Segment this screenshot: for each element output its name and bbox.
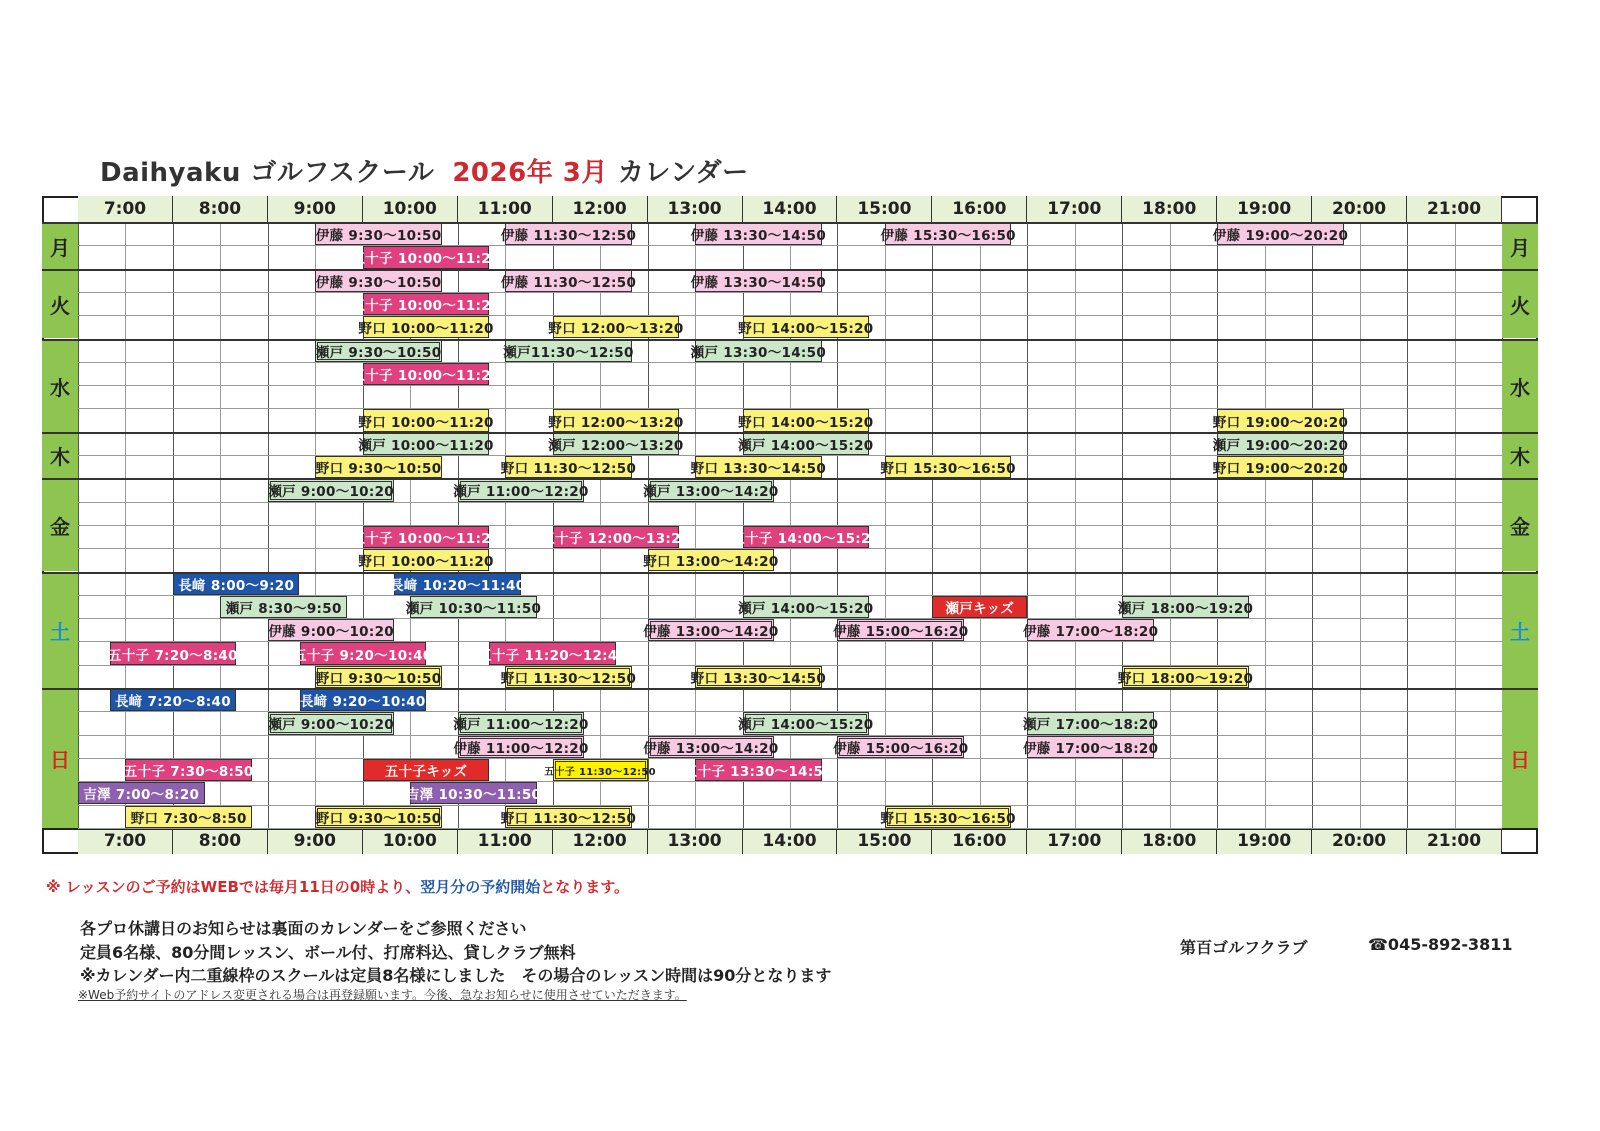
lesson-block[interactable]: 五十子 9:20〜10:40 [300,642,427,664]
grid-hline [78,781,1502,782]
lesson-block[interactable]: 野口 10:00〜11:20 [363,409,490,431]
lesson-block[interactable]: 伊藤 17:00〜18:20 [1027,736,1154,758]
header-row-bottom-cell: 12:00 [553,828,648,854]
header-row-bottom-cell: 7:00 [78,828,173,854]
header-row-bottom-cell: 18:00 [1122,828,1217,854]
header-row-top-cell: 20:00 [1312,196,1407,222]
header-row-bottom-cell: 21:00 [1407,828,1502,854]
day-label-left: 木 [42,432,78,479]
grid-hline [78,502,1502,503]
lesson-block[interactable]: 五十子 14:00〜15:20 [743,526,870,548]
title-suffix: カレンダー [617,158,749,188]
header-row-bottom-cell: 15:00 [837,828,932,854]
day-label-left: 火 [42,269,78,339]
lesson-block[interactable]: 伊藤 15:00〜16:20 [837,619,964,641]
lesson-block[interactable]: 瀬戸11:30〜12:50 [505,340,632,362]
lesson-block[interactable]: 伊藤 19:00〜20:20 [1217,223,1344,245]
lesson-block[interactable]: 野口 19:00〜20:20 [1217,456,1344,478]
grid-hline [78,385,1502,386]
lesson-block[interactable]: 五十子 12:00〜13:20 [553,526,680,548]
header-row-bottom-cell: 17:00 [1027,828,1122,854]
lesson-block[interactable]: 瀬戸 19:00〜20:20 [1217,433,1344,455]
lesson-block[interactable]: 五十子 11:30〜12:50 [553,759,648,781]
lesson-block[interactable]: 野口 11:30〜12:50 [505,456,632,478]
header-row-top-cell: 17:00 [1027,196,1122,222]
lesson-block[interactable]: 野口 13:00〜14:20 [648,549,775,571]
lesson-block[interactable]: 瀬戸 8:30〜9:50 [220,596,347,618]
day-label-left: 月 [42,222,78,269]
grid-hline [78,292,1502,293]
info-line-1: 各プロ休講日のお知らせは裏面のカレンダーをご参照ください [80,919,527,938]
lesson-block[interactable]: 伊藤 17:00〜18:20 [1027,619,1154,641]
header-row-top-cell: 21:00 [1407,196,1502,222]
header-row-top-cell: 16:00 [932,196,1027,222]
lesson-block[interactable]: 野口 13:30〜14:50 [695,456,822,478]
lesson-block[interactable]: 野口 9:30〜10:50 [315,666,442,688]
lesson-block[interactable]: 伊藤 15:30〜16:50 [885,223,1012,245]
lesson-block[interactable]: 五十子 10:00〜11:20 [363,293,490,315]
lesson-block[interactable]: 長﨑 8:00〜9:20 [173,573,300,595]
fine-print: ※Web予約サイトのアドレス変更される場合は再登録願います。今後、急なお知らせに使用させていただきます。 [78,988,687,1002]
day-label-right: 火 [1502,269,1538,339]
day-separator [42,688,1538,690]
day-label-right: 月 [1502,222,1538,269]
lesson-block[interactable]: 五十子 10:00〜11:20 [363,363,490,385]
lesson-block[interactable]: 五十子 10:00〜11:20 [363,246,490,268]
lesson-block[interactable]: 野口 11:30〜12:50 [505,666,632,688]
lesson-block[interactable]: 伊藤 11:30〜12:50 [505,223,632,245]
header-row-top-cell: 11:00 [458,196,553,222]
phone-number: ☎045-892-3811 [1368,935,1513,954]
day-separator [42,478,1538,480]
grid-hline [78,828,1502,829]
lesson-block[interactable]: 伊藤 9:30〜10:50 [315,223,442,245]
day-label-left: 金 [42,478,78,571]
lesson-block[interactable]: 野口 10:00〜11:20 [363,549,490,571]
grid-hline [78,245,1502,246]
header-row-top-cell: 18:00 [1122,196,1217,222]
lesson-block[interactable]: 吉澤 7:00〜8:20 [78,782,205,804]
grid-hline [78,641,1502,642]
lesson-block[interactable]: 野口 9:30〜10:50 [315,806,442,828]
info-line-3: ※カレンダー内二重線枠のスクールは定員8名様にしました その場合のレッスン時間は90分となります [80,966,832,985]
header-row-top-cell: 19:00 [1217,196,1312,222]
day-label-right: 金 [1502,478,1538,571]
grid-hline [78,362,1502,363]
lesson-block[interactable]: 伊藤 11:00〜12:20 [458,736,585,758]
lesson-block[interactable]: 伊藤 9:00〜10:20 [268,619,395,641]
reservation-note-suffix: となります。 [540,878,630,896]
info-line-2: 定員6名様、80分間レッスン、ボール付、打席料込、貸しクラブ無料 [80,943,576,962]
lesson-block[interactable]: 野口 15:30〜16:50 [885,806,1012,828]
lesson-block[interactable]: 野口 14:00〜15:20 [743,316,870,338]
lesson-block[interactable]: 伊藤 13:00〜14:20 [648,619,775,641]
header-row-top-cell: 14:00 [743,196,838,222]
header-row-bottom-cell: 9:00 [268,828,363,854]
lesson-block[interactable]: 伊藤 11:30〜12:50 [505,270,632,292]
lesson-block[interactable]: 瀬戸 11:00〜12:20 [458,712,585,734]
day-label-right: 木 [1502,432,1538,479]
day-label-right: 水 [1502,339,1538,432]
header-row-top-cell: 13:00 [648,196,743,222]
grid-hline [78,548,1502,549]
lesson-block[interactable]: 瀬戸 10:00〜11:20 [363,433,490,455]
lesson-block[interactable]: 野口 15:30〜16:50 [885,456,1012,478]
lesson-block[interactable]: 伊藤 13:30〜14:50 [695,270,822,292]
lesson-block[interactable]: 瀬戸 13:30〜14:50 [695,340,822,362]
header-row-top-cell: 10:00 [363,196,458,222]
header-row-top-cell: 8:00 [173,196,268,222]
grid-hline [78,805,1502,806]
lesson-block[interactable]: 野口 12:00〜13:20 [553,316,680,338]
lesson-block[interactable]: 伊藤 9:30〜10:50 [315,270,442,292]
lesson-block[interactable]: 瀬戸 18:00〜19:20 [1122,596,1249,618]
lesson-block[interactable]: 長﨑 9:20〜10:40 [300,689,427,711]
lesson-block[interactable]: 伊藤 13:30〜14:50 [695,223,822,245]
lesson-block[interactable]: 五十子 10:00〜11:20 [363,526,490,548]
header-row-top-cell: 7:00 [78,196,173,222]
lesson-block[interactable]: 五十子キッズ [363,759,490,781]
lesson-block[interactable]: 野口 9:30〜10:50 [315,456,442,478]
lesson-block[interactable]: 瀬戸キッズ [932,596,1027,618]
lesson-block[interactable]: 野口 18:00〜19:20 [1122,666,1249,688]
header-row-bottom-cell: 14:00 [743,828,838,854]
reservation-note [46,876,629,897]
lesson-block[interactable]: 五十子 11:20〜12:40 [489,642,616,664]
day-label-right: 日 [1502,688,1538,828]
lesson-block[interactable]: 五十子 7:20〜8:40 [110,642,237,664]
lesson-block[interactable]: 野口 13:30〜14:50 [695,666,822,688]
lesson-block[interactable]: 野口 12:00〜13:20 [553,409,680,431]
lesson-block[interactable]: 瀬戸 9:00〜10:20 [268,479,395,501]
header-row-bottom-cell: 10:00 [363,828,458,854]
lesson-block[interactable]: 五十子 13:30〜14:50 [695,759,822,781]
lesson-block[interactable]: 瀬戸 9:00〜10:20 [268,712,395,734]
lesson-block[interactable]: 瀬戸 13:00〜14:20 [648,479,775,501]
day-label-left: 日 [42,688,78,828]
lesson-block[interactable]: 野口 14:00〜15:20 [743,409,870,431]
reservation-note-prefix: ※ レッスンのご予約はWEBでは毎月11日の0時より、 [46,878,421,896]
grid-hline [78,735,1502,736]
year-month: 2026年 3月 [452,158,608,188]
header-row-bottom-cell: 11:00 [458,828,553,854]
lesson-block[interactable]: 野口 19:00〜20:20 [1217,409,1344,431]
lesson-block[interactable]: 吉澤 10:30〜11:50 [410,782,537,804]
header-row-top-cell: 12:00 [553,196,648,222]
lesson-block[interactable]: 瀬戸 12:00〜13:20 [553,433,680,455]
lesson-block[interactable]: 伊藤 15:00〜16:20 [837,736,964,758]
day-label-right: 土 [1502,572,1538,689]
lesson-block[interactable]: 五十子 7:30〜8:50 [125,759,252,781]
lesson-block[interactable]: 瀬戸 9:30〜10:50 [315,340,442,362]
header-row-bottom-cell: 20:00 [1312,828,1407,854]
header-row-bottom-cell: 8:00 [173,828,268,854]
header-row-bottom-cell: 13:00 [648,828,743,854]
brand-title: Daihyaku ゴルフスクール [100,158,435,188]
day-label-left: 水 [42,339,78,432]
day-label-left: 土 [42,572,78,689]
lesson-block[interactable]: 長﨑 10:20〜11:40 [394,573,521,595]
lesson-block[interactable]: 伊藤 13:00〜14:20 [648,736,775,758]
lesson-block[interactable]: 瀬戸 14:00〜15:20 [743,596,870,618]
lesson-block[interactable]: 瀬戸 10:30〜11:50 [410,596,537,618]
lesson-block[interactable]: 長﨑 7:20〜8:40 [110,689,237,711]
lesson-block[interactable]: 瀬戸 17:00〜18:20 [1027,712,1154,734]
header-row-bottom-cell: 16:00 [932,828,1027,854]
lesson-block[interactable]: 瀬戸 14:00〜15:20 [743,433,870,455]
lesson-block[interactable]: 野口 11:30〜12:50 [505,806,632,828]
club-name: 第百ゴルフクラブ [1180,938,1308,957]
lesson-block[interactable]: 瀬戸 14:00〜15:20 [743,712,870,734]
header-row-bottom-cell: 19:00 [1217,828,1312,854]
header-row-top-cell: 9:00 [268,196,363,222]
lesson-block[interactable]: 瀬戸 11:00〜12:20 [458,479,585,501]
lesson-block[interactable]: 野口 10:00〜11:20 [363,316,490,338]
reservation-note-highlight: 翌月分の予約開始 [420,878,541,896]
lesson-block[interactable]: 野口 7:30〜8:50 [125,806,252,828]
header-row-top-cell: 15:00 [837,196,932,222]
